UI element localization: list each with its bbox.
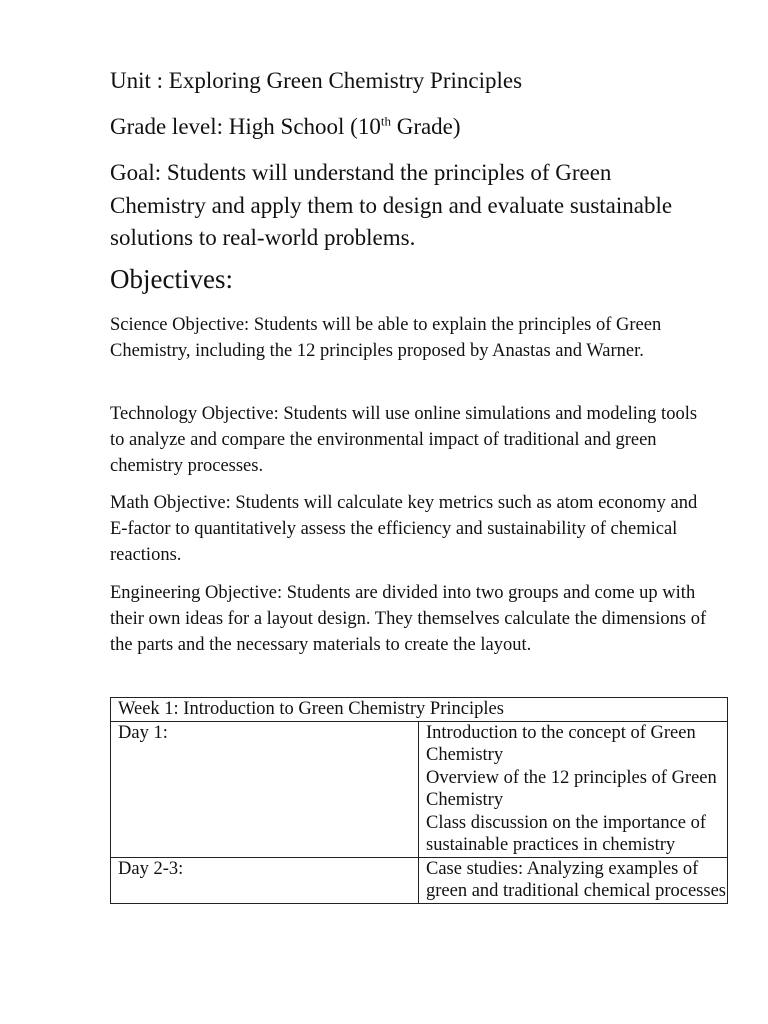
engineering-objective: Engineering Objective: Students are divided into two groups and come up with their own ideas for a layout design. They themselves calculate the dimensions of the parts and the necessary materials to create the layout. — [110, 583, 707, 655]
objectives-heading: Objectives: — [110, 264, 233, 294]
activity-item: Overview of the 12 principles of Green Chemistry — [426, 767, 717, 810]
activity-item: Case studies: Analyzing examples of green and traditional chemical processes — [426, 858, 726, 901]
table-row — [111, 857, 728, 903]
grade-level-superscript: th — [380, 113, 391, 129]
grade-level-prefix: Grade level: High School (10 — [110, 114, 381, 139]
week-header-cell: Week 1: Introduction to Green Chemistry Principles — [111, 698, 728, 722]
day-cell: Day 2-3: — [111, 857, 419, 903]
technology-objective: Technology Objective: Students will use online simulations and modeling tools to analyze and compare the environmental impact of traditional and green chemistry processes. — [110, 404, 698, 476]
grade-level — [110, 114, 461, 140]
day-cell: Day 1: — [111, 721, 419, 857]
activities-cell — [419, 721, 728, 857]
activity-item: Introduction to the concept of Green Chemistry — [426, 722, 696, 765]
unit-title: Unit : Exploring Green Chemistry Principles — [110, 68, 523, 93]
table-row — [111, 721, 728, 857]
activities-cell — [419, 857, 728, 903]
grade-level-suffix: Grade) — [390, 114, 461, 139]
math-objective: Math Objective: Students will calculate key metrics such as atom economy and E-factor to quantitatively assess the efficiency and sustainability of chemical reactions. — [110, 493, 698, 565]
activity-item: Class discussion on the importance of sustainable practices in chemistry — [426, 812, 707, 855]
goal-statement: Goal: Students will understand the principles of Green Chemistry and apply them to design and evaluate sustainable solutions to real-world problems. — [110, 160, 673, 250]
table-header-row — [111, 698, 728, 722]
week-plan-table — [110, 697, 728, 904]
science-objective: Science Objective: Students will be able to explain the principles of Green Chemistry, including the 12 principles proposed by Anastas and Warner. — [110, 315, 662, 361]
